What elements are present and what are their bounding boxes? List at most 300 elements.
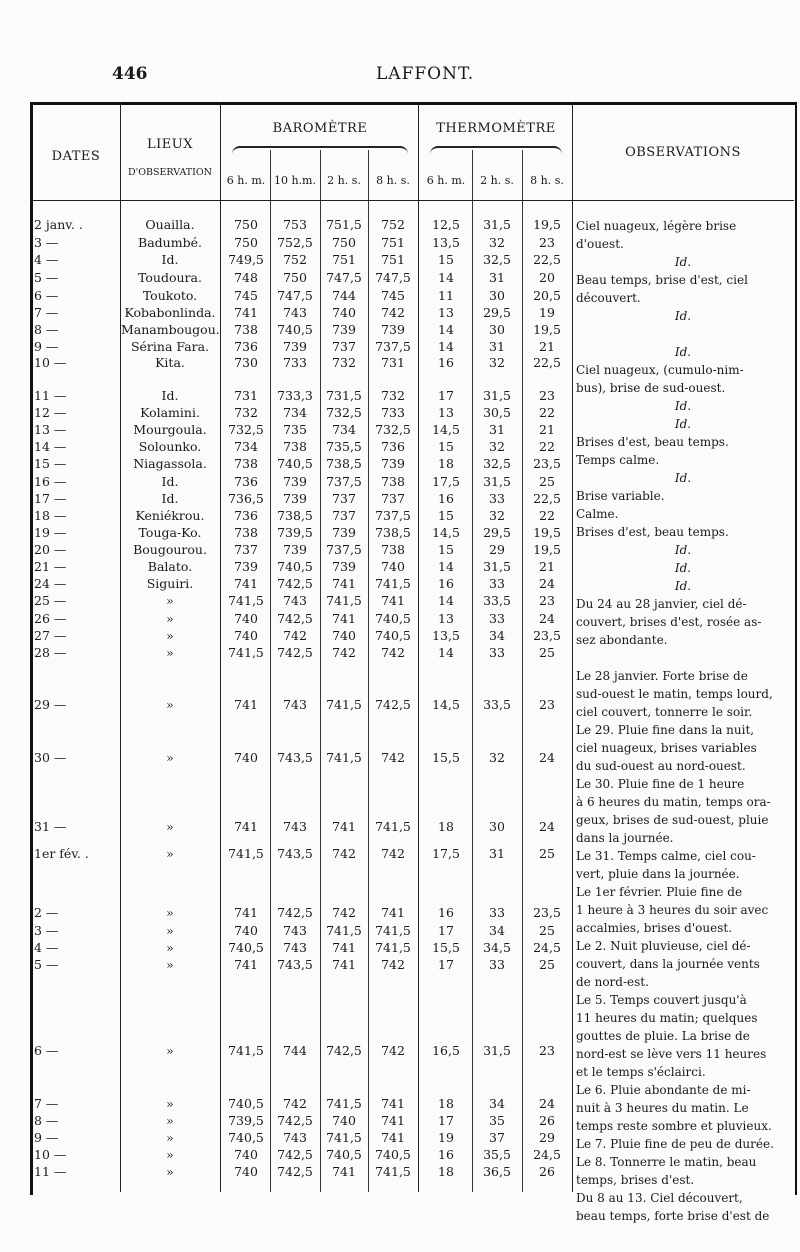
observation-line: Le 5. Temps couvert jusqu'à	[576, 993, 747, 1007]
observation-line: Id.	[674, 345, 692, 359]
thermometer-cell: 20	[539, 270, 555, 285]
thermometer-cell: 14,5	[432, 525, 460, 540]
barometer-cell: 750	[234, 235, 258, 250]
thermometer-cell: 23	[539, 235, 555, 250]
barometer-cell: 747,5	[375, 270, 411, 285]
barometer-cell: 741	[381, 593, 405, 608]
place-cell: »	[166, 957, 174, 972]
observation-line: Id.	[674, 417, 692, 431]
thermometer-cell: 31,5	[483, 388, 511, 403]
thermometer-cell: 15	[438, 439, 454, 454]
thermometer-cell: 32,5	[483, 252, 511, 267]
barometer-cell: 740	[332, 305, 356, 320]
observation-line: couvert, dans la journée vents	[576, 957, 760, 971]
barometer-cell: 737	[234, 542, 258, 557]
barometer-cell: 742	[332, 905, 356, 920]
place-cell: Sérina Fara.	[130, 339, 210, 354]
thermometer-cell: 17	[438, 1113, 454, 1128]
barometer-cell: 743,5	[277, 846, 313, 861]
barometer-cell: 741,5	[326, 593, 362, 608]
thermometer-cell: 15,5	[432, 940, 460, 955]
barometer-cell: 740,5	[228, 940, 264, 955]
thermometer-cell: 19,5	[533, 525, 561, 540]
observation-line: Calme.	[576, 507, 619, 521]
thermometer-cell: 31	[489, 422, 505, 437]
date-cell: 30 —	[34, 750, 67, 765]
barometer-cell: 741,5	[375, 819, 411, 834]
thermometer-cell: 22	[539, 508, 555, 523]
date-cell: 26 —	[34, 611, 67, 626]
date-cell: 16 —	[34, 474, 67, 489]
barometer-cell: 736	[234, 508, 258, 523]
place-cell: Siguiri.	[146, 576, 194, 591]
barometer-cell: 751	[381, 252, 405, 267]
date-cell: 7 —	[34, 1096, 59, 1111]
barometer-cell: 751	[381, 235, 405, 250]
observation-line: Ciel nuageux, légère brise	[576, 219, 737, 233]
thermometer-cell: 15	[438, 252, 454, 267]
running-head: LAFFONT.	[376, 64, 475, 84]
barometer-cell: 736	[234, 474, 258, 489]
observation-line	[576, 649, 790, 667]
date-cell: 12 —	[34, 405, 67, 420]
thermometer-cell: 17	[438, 957, 454, 972]
date-cell: 9 —	[34, 1130, 59, 1145]
thermometer-cell: 13,5	[432, 235, 460, 250]
place-cell: »	[166, 645, 174, 660]
place-cell: »	[166, 697, 174, 712]
date-cell: 21 —	[34, 559, 67, 574]
thermometer-cell: 18	[438, 1164, 454, 1179]
barometer-cell: 740,5	[277, 322, 313, 337]
date-cell: 6 —	[34, 1043, 59, 1058]
column-divider	[572, 102, 573, 1192]
date-cell: 1er fév. .	[34, 846, 89, 861]
barometer-cell: 741,5	[228, 645, 264, 660]
thermometer-cell: 32	[489, 235, 505, 250]
barometer-cell: 741	[332, 957, 356, 972]
barometer-cell: 737	[381, 491, 405, 506]
barometer-cell: 742	[381, 957, 405, 972]
barometer-cell: 742	[381, 846, 405, 861]
barometer-cell: 738	[234, 456, 258, 471]
barometer-cell: 737,5	[326, 542, 362, 557]
barometer-cell: 740	[234, 1147, 258, 1162]
observation-line: ciel couvert, tonnerre le soir.	[576, 705, 753, 719]
thermometer-cell: 32	[489, 355, 505, 370]
thermometer-cell: 21	[539, 559, 555, 574]
place-cell: »	[166, 611, 174, 626]
barometer-cell: 738	[234, 525, 258, 540]
observation-line: Le 31. Temps calme, ciel cou-	[576, 849, 756, 863]
barometer-cell: 741,5	[326, 923, 362, 938]
barometer-cell: 739,5	[228, 1113, 264, 1128]
place-cell: Ouailla.	[145, 217, 195, 232]
barometer-cell: 740,5	[375, 628, 411, 643]
thermometer-cell: 15,5	[432, 750, 460, 765]
thermometer-cell: 24	[539, 819, 555, 834]
thermometer-cell: 16,5	[432, 1043, 460, 1058]
observation-line: nord-est se lève vers 11 heures	[576, 1047, 767, 1061]
place-cell: Toukoto.	[142, 288, 198, 303]
observation-line: Le 1er février. Pluie fine de	[576, 885, 743, 899]
barometer-cell: 738	[283, 439, 307, 454]
barometer-cell: 740	[234, 750, 258, 765]
barometer-cell: 741,5	[326, 1130, 362, 1145]
thermometer-cell: 17	[438, 388, 454, 403]
barometer-cell: 743	[283, 593, 307, 608]
barometer-cell: 743,5	[277, 750, 313, 765]
place-cell: »	[166, 750, 174, 765]
barometer-cell: 741,5	[375, 940, 411, 955]
barometer-cell: 740	[234, 628, 258, 643]
thermometer-cell: 32	[489, 750, 505, 765]
thermometer-cell: 16	[438, 491, 454, 506]
thermometer-cell: 21	[539, 339, 555, 354]
place-cell: Manambougou.	[121, 322, 220, 337]
barometer-cell: 741	[332, 819, 356, 834]
barometer-cell: 740,5	[277, 456, 313, 471]
barometer-cell: 739	[234, 559, 258, 574]
barometer-cell: 743	[283, 1130, 307, 1145]
barometer-cell: 739	[381, 322, 405, 337]
place-cell: »	[166, 1130, 174, 1145]
thermometer-cell: 16	[438, 355, 454, 370]
thermometer-cell: 22	[539, 439, 555, 454]
date-cell: 2 janv. .	[34, 217, 83, 232]
barometer-cell: 743	[283, 923, 307, 938]
baro-col-8hs: 8 h. s.	[376, 174, 410, 187]
barometer-cell: 734	[234, 439, 258, 454]
barometer-cell: 751	[332, 252, 356, 267]
barometer-cell: 741	[234, 957, 258, 972]
barometer-cell: 741,5	[375, 1164, 411, 1179]
thermometer-cell: 13	[438, 305, 454, 320]
barometer-cell: 748	[234, 270, 258, 285]
thermometer-cell: 37	[489, 1130, 505, 1145]
thermometer-cell: 30	[489, 288, 505, 303]
place-cell: »	[166, 940, 174, 955]
barometer-cell: 733	[283, 355, 307, 370]
thermometer-cell: 15	[438, 508, 454, 523]
barometer-cell: 742	[381, 1043, 405, 1058]
date-cell: 3 —	[34, 923, 59, 938]
thermometer-cell: 18	[438, 456, 454, 471]
barometer-cell: 737	[332, 508, 356, 523]
thermometer-cell: 13	[438, 405, 454, 420]
barometer-cell: 741	[234, 697, 258, 712]
barometer-cell: 742	[283, 1096, 307, 1111]
barometer-cell: 731	[381, 355, 405, 370]
date-cell: 29 —	[34, 697, 67, 712]
place-cell: »	[166, 593, 174, 608]
thermometer-cell: 33,5	[483, 593, 511, 608]
thermometer-cell: 14	[438, 593, 454, 608]
thermometer-cell: 21	[539, 422, 555, 437]
barometer-cell: 742	[381, 305, 405, 320]
baro-col-10hm: 10 h.m.	[273, 174, 316, 187]
thermometer-cell: 25	[539, 923, 555, 938]
barometer-cell: 743,5	[277, 957, 313, 972]
lieux-header: LIEUX	[147, 137, 193, 152]
observation-line: vert, pluie dans la journée.	[576, 867, 740, 881]
thermometer-cell: 19,5	[533, 542, 561, 557]
place-cell: »	[166, 846, 174, 861]
barometer-cell: 739	[332, 559, 356, 574]
thermometer-cell: 22,5	[533, 355, 561, 370]
place-cell: Kolamini.	[140, 405, 200, 420]
barometer-cell: 737,5	[375, 508, 411, 523]
date-cell: 5 —	[34, 270, 59, 285]
observation-line: Le 6. Pluie abondante de mi-	[576, 1083, 751, 1097]
thermometer-cell: 33	[489, 645, 505, 660]
date-cell: 8 —	[34, 1113, 59, 1128]
barometer-cell: 741,5	[326, 1096, 362, 1111]
thermometer-cell: 14	[438, 322, 454, 337]
dates-header: DATES	[51, 149, 101, 164]
barometer-cell: 742,5	[326, 1043, 362, 1058]
observation-line	[576, 325, 790, 343]
barometer-cell: 745	[381, 288, 405, 303]
barometer-cell: 741	[381, 1096, 405, 1111]
thermometer-cell: 14,5	[432, 697, 460, 712]
thermometer-cell: 34	[489, 628, 505, 643]
barometer-cell: 742,5	[277, 905, 313, 920]
thermometer-cell: 22,5	[533, 252, 561, 267]
date-cell: 10 —	[34, 1147, 67, 1162]
place-cell: Bougourou.	[133, 542, 207, 557]
thermometer-cell: 13,5	[432, 628, 460, 643]
observation-line: Du 8 au 13. Ciel découvert,	[576, 1191, 743, 1205]
barometer-cell: 738	[381, 542, 405, 557]
date-cell: 6 —	[34, 288, 59, 303]
thermometer-cell: 29,5	[483, 305, 511, 320]
barometer-cell: 742,5	[277, 1164, 313, 1179]
barometer-cell: 737,5	[326, 474, 362, 489]
observation-line: Id.	[674, 471, 692, 485]
barometer-cell: 743	[283, 305, 307, 320]
place-cell: »	[166, 905, 174, 920]
barometre-header: BAROMÈTRE	[272, 121, 368, 136]
place-cell: Niagassola.	[133, 456, 207, 471]
barometer-cell: 741	[332, 611, 356, 626]
place-cell: Keniékrou.	[135, 508, 205, 523]
barometer-cell: 741,5	[375, 923, 411, 938]
thermometer-cell: 33	[489, 576, 505, 591]
thermometer-cell: 23	[539, 697, 555, 712]
place-cell: »	[166, 819, 174, 834]
place-cell: »	[166, 1113, 174, 1128]
thermometer-cell: 35,5	[483, 1147, 511, 1162]
date-cell: 28 —	[34, 645, 67, 660]
barometer-cell: 739	[332, 322, 356, 337]
place-cell: »	[166, 1147, 174, 1162]
thermometer-cell: 34,5	[483, 940, 511, 955]
barometer-cell: 738,5	[326, 456, 362, 471]
barometer-cell: 740,5	[228, 1130, 264, 1145]
thermometer-cell: 31	[489, 270, 505, 285]
barometer-cell: 740,5	[277, 559, 313, 574]
place-cell: Mourgoula.	[133, 422, 207, 437]
barometer-cell: 751,5	[326, 217, 362, 232]
observation-line: accalmies, brises d'ouest.	[576, 921, 733, 935]
date-cell: 31 —	[34, 819, 67, 834]
observation-line: temps, brises d'est.	[576, 1173, 695, 1187]
thermometer-cell: 35	[489, 1113, 505, 1128]
observation-line: beau temps, forte brise d'est de	[576, 1209, 770, 1223]
barometer-cell: 740,5	[228, 1096, 264, 1111]
barometer-cell: 742	[332, 645, 356, 660]
date-cell: 14 —	[34, 439, 67, 454]
date-cell: 8 —	[34, 322, 59, 337]
thermometer-cell: 17,5	[432, 474, 460, 489]
barometer-cell: 731,5	[326, 388, 362, 403]
barometer-cell: 744	[283, 1043, 307, 1058]
thermometer-cell: 19,5	[533, 217, 561, 232]
observation-line: d'ouest.	[576, 237, 624, 251]
barometer-cell: 741	[381, 905, 405, 920]
thermometer-cell: 33	[489, 611, 505, 626]
place-cell: Solounko.	[138, 439, 202, 454]
barometer-cell: 741	[332, 940, 356, 955]
barometer-cell: 741	[234, 819, 258, 834]
observation-line: temps reste sombre et pluvieux.	[576, 1119, 772, 1133]
thermometer-cell: 17,5	[432, 846, 460, 861]
observation-line: Beau temps, brise d'est, ciel	[576, 273, 748, 287]
thermometer-cell: 14	[438, 559, 454, 574]
date-cell: 4 —	[34, 252, 59, 267]
barometer-cell: 753	[283, 217, 307, 232]
thermometer-cell: 15	[438, 542, 454, 557]
thermo-col-6hm: 6 h. m.	[426, 174, 466, 187]
thermometer-cell: 19	[438, 1130, 454, 1145]
barometer-cell: 743	[283, 940, 307, 955]
barometer-cell: 741	[234, 905, 258, 920]
lieux-subheader: D'OBSERVATION	[127, 167, 212, 178]
barometer-cell: 749,5	[228, 252, 264, 267]
barometer-cell: 750	[234, 217, 258, 232]
date-cell: 9 —	[34, 339, 59, 354]
thermometer-cell: 30	[489, 819, 505, 834]
barometer-cell: 738	[381, 474, 405, 489]
barometer-cell: 735	[283, 422, 307, 437]
thermometer-cell: 19,5	[533, 322, 561, 337]
thermometer-cell: 31,5	[483, 1043, 511, 1058]
date-cell: 10 —	[34, 355, 67, 370]
thermometer-cell: 31	[489, 339, 505, 354]
thermometer-cell: 36,5	[483, 1164, 511, 1179]
place-cell: Badumbé.	[138, 235, 202, 250]
barometer-cell: 739	[283, 474, 307, 489]
observation-line: Brise variable.	[576, 489, 665, 503]
barometer-cell: 747,5	[326, 270, 362, 285]
thermometer-cell: 31,5	[483, 217, 511, 232]
date-cell: 19 —	[34, 525, 67, 540]
thermometer-cell: 30,5	[483, 405, 511, 420]
thermometer-cell: 23	[539, 1043, 555, 1058]
observation-line: Id.	[674, 255, 692, 269]
observation-line: dans la journée.	[576, 831, 674, 845]
thermometer-cell: 25	[539, 846, 555, 861]
observation-line: à 6 heures du matin, temps ora-	[576, 795, 771, 809]
place-cell: Id.	[161, 388, 179, 403]
date-cell: 2 —	[34, 905, 59, 920]
thermometer-cell: 14	[438, 339, 454, 354]
baro-col-6hm: 6 h. m.	[226, 174, 266, 187]
date-cell: 17 —	[34, 491, 67, 506]
barometer-cell: 741	[381, 1113, 405, 1128]
column-divider	[220, 102, 221, 1192]
observations-header: OBSERVATIONS	[625, 145, 741, 160]
barometer-cell: 739	[283, 491, 307, 506]
barometer-cell: 739	[283, 339, 307, 354]
barometer-cell: 742	[332, 846, 356, 861]
barometer-cell: 741,5	[375, 576, 411, 591]
thermometer-cell: 24	[539, 1096, 555, 1111]
thermometer-cell: 24,5	[533, 1147, 561, 1162]
place-cell: Id.	[161, 252, 179, 267]
thermometre-brace	[430, 146, 562, 154]
barometer-cell: 745	[234, 288, 258, 303]
observation-line: couvert, brises d'est, rosée as-	[576, 615, 762, 629]
column-divider	[418, 102, 419, 1192]
thermometer-cell: 34	[489, 923, 505, 938]
barometer-cell: 741	[381, 1130, 405, 1145]
observation-line: Le 8. Tonnerre le matin, beau	[576, 1155, 757, 1169]
place-cell: »	[166, 923, 174, 938]
barometer-cell: 739	[381, 456, 405, 471]
thermometer-cell: 12,5	[432, 217, 460, 232]
barometer-cell: 732	[381, 388, 405, 403]
date-cell: 11 —	[34, 388, 67, 403]
thermometer-cell: 22	[539, 405, 555, 420]
barometer-cell: 752,5	[277, 235, 313, 250]
observation-line: Id.	[674, 561, 692, 575]
barometer-cell: 742,5	[277, 576, 313, 591]
barometer-cell: 741,5	[228, 846, 264, 861]
barometer-cell: 740	[332, 1113, 356, 1128]
observation-line: Le 2. Nuit pluvieuse, ciel dé-	[576, 939, 751, 953]
barometer-cell: 736	[234, 339, 258, 354]
barometer-cell: 742,5	[277, 611, 313, 626]
place-cell: »	[166, 628, 174, 643]
barometer-cell: 733	[381, 405, 405, 420]
thermometer-cell: 31,5	[483, 474, 511, 489]
thermometer-cell: 32,5	[483, 456, 511, 471]
barometer-cell: 740,5	[326, 1147, 362, 1162]
barometer-cell: 738	[234, 322, 258, 337]
thermometer-cell: 29	[539, 1130, 555, 1145]
thermometer-cell: 14,5	[432, 422, 460, 437]
thermometer-cell: 23,5	[533, 628, 561, 643]
observation-line: Le 28 janvier. Forte brise de	[576, 669, 748, 683]
thermometer-cell: 16	[438, 905, 454, 920]
header-rule	[30, 200, 794, 201]
barometer-cell: 742	[283, 628, 307, 643]
observation-line: nuit à 3 heures du matin. Le	[576, 1101, 749, 1115]
barometer-cell: 739	[283, 542, 307, 557]
thermometer-cell: 22,5	[533, 491, 561, 506]
observation-line: Brises d'est, beau temps.	[576, 525, 729, 539]
barometer-cell: 732,5	[326, 405, 362, 420]
observation-line: Id.	[674, 399, 692, 413]
barometer-cell: 730	[234, 355, 258, 370]
thermometer-cell: 25	[539, 474, 555, 489]
thermometer-cell: 32	[489, 508, 505, 523]
barometer-cell: 742,5	[375, 697, 411, 712]
barometer-cell: 738,5	[375, 525, 411, 540]
thermometer-cell: 26	[539, 1164, 555, 1179]
